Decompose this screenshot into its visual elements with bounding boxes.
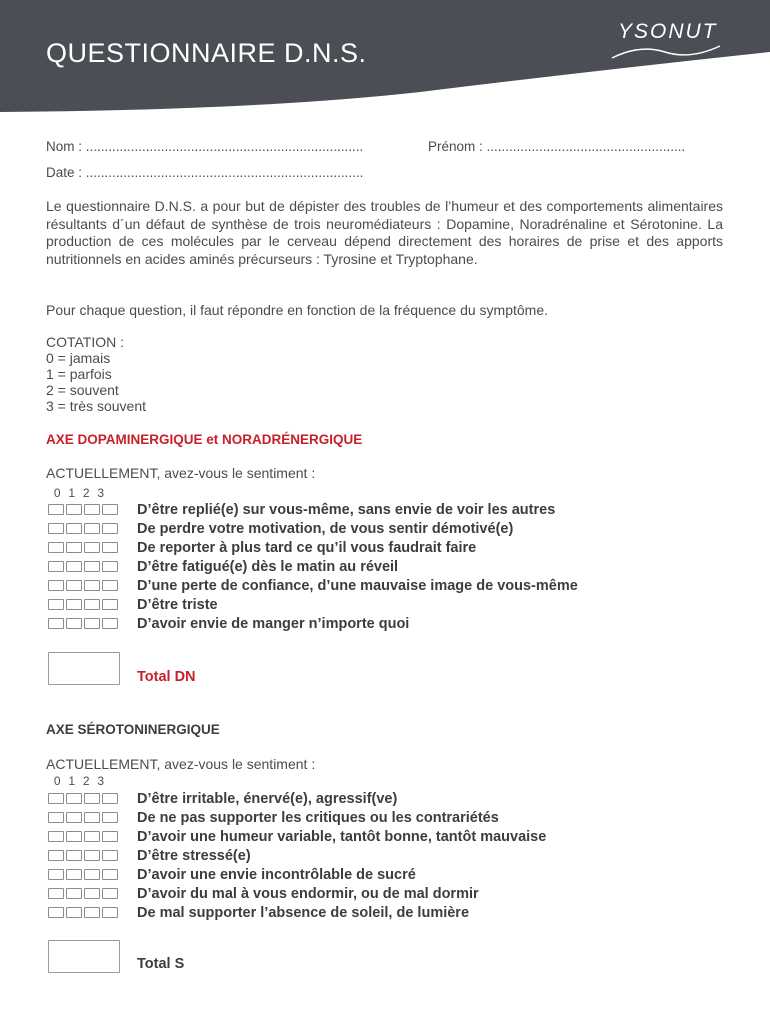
scale-label: 2 <box>82 774 90 788</box>
scale-label: 1 <box>68 486 76 500</box>
score-scale <box>50 774 108 788</box>
score-box-2[interactable] <box>84 850 100 861</box>
scale-label: 2 <box>82 486 90 500</box>
score-checkboxes <box>48 793 120 805</box>
score-box-3[interactable] <box>102 599 118 610</box>
total-s-label: Total S <box>137 956 185 972</box>
intro-paragraph: Le questionnaire D.N.S. a pour but de dépister des troubles de l’humeur et des comportements alimentaires résultants d´un défaut de synthèse de trois neuromédiateurs : Dopamine, Noradrénaline et Sérotonine. La production de ces molécules par le cerveau dépend directement des horaires de prise et des apports nutritionnels en acides aminés précurseurs : Tyrosine et Tryptophane. <box>46 198 723 267</box>
question-text: De perdre votre motivation, de vous sentir démotivé(e) <box>137 521 514 537</box>
score-box-2[interactable] <box>84 580 100 591</box>
score-box-0[interactable] <box>48 599 64 610</box>
score-box-2[interactable] <box>84 793 100 804</box>
cotation-level: 3 = très souvent <box>46 398 147 414</box>
score-box-1[interactable] <box>66 561 82 572</box>
score-box-0[interactable] <box>48 561 64 572</box>
score-checkboxes <box>48 580 120 592</box>
question-text: D’être irritable, énervé(e), agressif(ve) <box>137 791 398 807</box>
score-box-0[interactable] <box>48 542 64 553</box>
score-box-2[interactable] <box>84 812 100 823</box>
score-box-2[interactable] <box>84 504 100 515</box>
score-box-2[interactable] <box>84 907 100 918</box>
prenom-field[interactable]: Prénom : ..................................................... <box>428 139 686 154</box>
question-text: D’être fatigué(e) dès le matin au réveil <box>137 559 399 575</box>
scale-label: 0 <box>53 486 61 500</box>
score-box-2[interactable] <box>84 599 100 610</box>
score-box-0[interactable] <box>48 504 64 515</box>
score-box-3[interactable] <box>102 812 118 823</box>
score-box-3[interactable] <box>102 850 118 861</box>
score-checkboxes <box>48 831 120 843</box>
score-checkboxes <box>48 523 120 535</box>
score-box-1[interactable] <box>66 599 82 610</box>
score-box-1[interactable] <box>66 869 82 880</box>
score-box-3[interactable] <box>102 888 118 899</box>
score-box-3[interactable] <box>102 793 118 804</box>
score-box-1[interactable] <box>66 523 82 534</box>
score-box-2[interactable] <box>84 869 100 880</box>
score-box-3[interactable] <box>102 831 118 842</box>
score-checkboxes <box>48 888 120 900</box>
score-checkboxes <box>48 561 120 573</box>
score-box-0[interactable] <box>48 618 64 629</box>
question-text: D’avoir une envie incontrôlable de sucré <box>137 867 416 883</box>
score-box-2[interactable] <box>84 831 100 842</box>
score-box-0[interactable] <box>48 907 64 918</box>
score-box-0[interactable] <box>48 850 64 861</box>
score-box-3[interactable] <box>102 907 118 918</box>
score-box-0[interactable] <box>48 812 64 823</box>
scale-label: 0 <box>53 774 61 788</box>
score-box-2[interactable] <box>84 523 100 534</box>
instruction-text: Pour chaque question, il faut répondre en fonction de la fréquence du symptôme. <box>46 302 548 318</box>
score-box-1[interactable] <box>66 542 82 553</box>
score-box-1[interactable] <box>66 793 82 804</box>
score-checkboxes <box>48 869 120 881</box>
score-box-3[interactable] <box>102 561 118 572</box>
scale-label: 3 <box>97 774 105 788</box>
total-dn-box[interactable] <box>48 652 120 685</box>
question-text: D’une perte de confiance, d’une mauvaise image de vous-même <box>137 578 578 594</box>
score-box-3[interactable] <box>102 869 118 880</box>
score-box-1[interactable] <box>66 812 82 823</box>
page-title: QUESTIONNAIRE D.N.S. <box>46 38 367 68</box>
total-dn-label: Total DN <box>137 669 196 685</box>
score-box-0[interactable] <box>48 793 64 804</box>
score-box-2[interactable] <box>84 888 100 899</box>
score-checkboxes <box>48 812 120 824</box>
cotation-level: 0 = jamais <box>46 350 111 366</box>
question-text: D’avoir du mal à vous endormir, ou de mal dormir <box>137 886 479 902</box>
scale-label: 1 <box>68 774 76 788</box>
score-box-0[interactable] <box>48 580 64 591</box>
brand-name: YSONUT <box>618 20 718 43</box>
score-box-2[interactable] <box>84 542 100 553</box>
cotation-list <box>46 350 146 414</box>
score-box-0[interactable] <box>48 523 64 534</box>
score-checkboxes <box>48 542 120 554</box>
question-text: De mal supporter l’absence de soleil, de lumière <box>137 905 470 921</box>
logo-swoosh-icon <box>610 38 730 64</box>
question-text: D’être stressé(e) <box>137 848 251 864</box>
score-box-0[interactable] <box>48 831 64 842</box>
section-dopa-title: AXE DOPAMINERGIQUE et NORADRÉNERGIQUE <box>46 432 363 447</box>
score-box-3[interactable] <box>102 542 118 553</box>
cotation-level: 2 = souvent <box>46 382 119 398</box>
cotation-title: COTATION : <box>46 334 125 350</box>
score-box-3[interactable] <box>102 618 118 629</box>
score-box-1[interactable] <box>66 831 82 842</box>
section-sero-title: AXE SÉROTONINERGIQUE <box>46 722 220 737</box>
score-box-0[interactable] <box>48 869 64 880</box>
score-box-0[interactable] <box>48 888 64 899</box>
score-box-3[interactable] <box>102 504 118 515</box>
question-text: D’être triste <box>137 597 218 613</box>
score-scale <box>50 486 108 500</box>
score-box-1[interactable] <box>66 850 82 861</box>
score-checkboxes <box>48 618 120 630</box>
score-box-1[interactable] <box>66 580 82 591</box>
brand-logo <box>610 14 730 64</box>
score-box-3[interactable] <box>102 580 118 591</box>
total-s-box[interactable] <box>48 940 120 973</box>
question-text: D’être replié(e) sur vous-même, sans envie de voir les autres <box>137 502 556 518</box>
section-sero-prompt: ACTUELLEMENT, avez-vous le sentiment : <box>46 756 316 772</box>
score-box-1[interactable] <box>66 907 82 918</box>
score-box-3[interactable] <box>102 523 118 534</box>
score-box-1[interactable] <box>66 618 82 629</box>
question-text: De reporter à plus tard ce qu’il vous faudrait faire <box>137 540 477 556</box>
score-checkboxes <box>48 850 120 862</box>
date-field[interactable]: Date : .......................................................................... <box>46 165 364 180</box>
nom-field[interactable]: Nom : .......................................................................... <box>46 139 364 154</box>
score-box-2[interactable] <box>84 618 100 629</box>
question-text: D’avoir une humeur variable, tantôt bonne, tantôt mauvaise <box>137 829 547 845</box>
score-box-2[interactable] <box>84 561 100 572</box>
cotation-level: 1 = parfois <box>46 366 112 382</box>
question-text: D’avoir envie de manger n’importe quoi <box>137 616 410 632</box>
score-checkboxes <box>48 907 120 919</box>
section-dopa-prompt: ACTUELLEMENT, avez-vous le sentiment : <box>46 465 316 481</box>
scale-label: 3 <box>97 486 105 500</box>
score-box-1[interactable] <box>66 888 82 899</box>
score-checkboxes <box>48 504 120 516</box>
score-checkboxes <box>48 599 120 611</box>
score-box-1[interactable] <box>66 504 82 515</box>
question-text: De ne pas supporter les critiques ou les contrariétés <box>137 810 499 826</box>
